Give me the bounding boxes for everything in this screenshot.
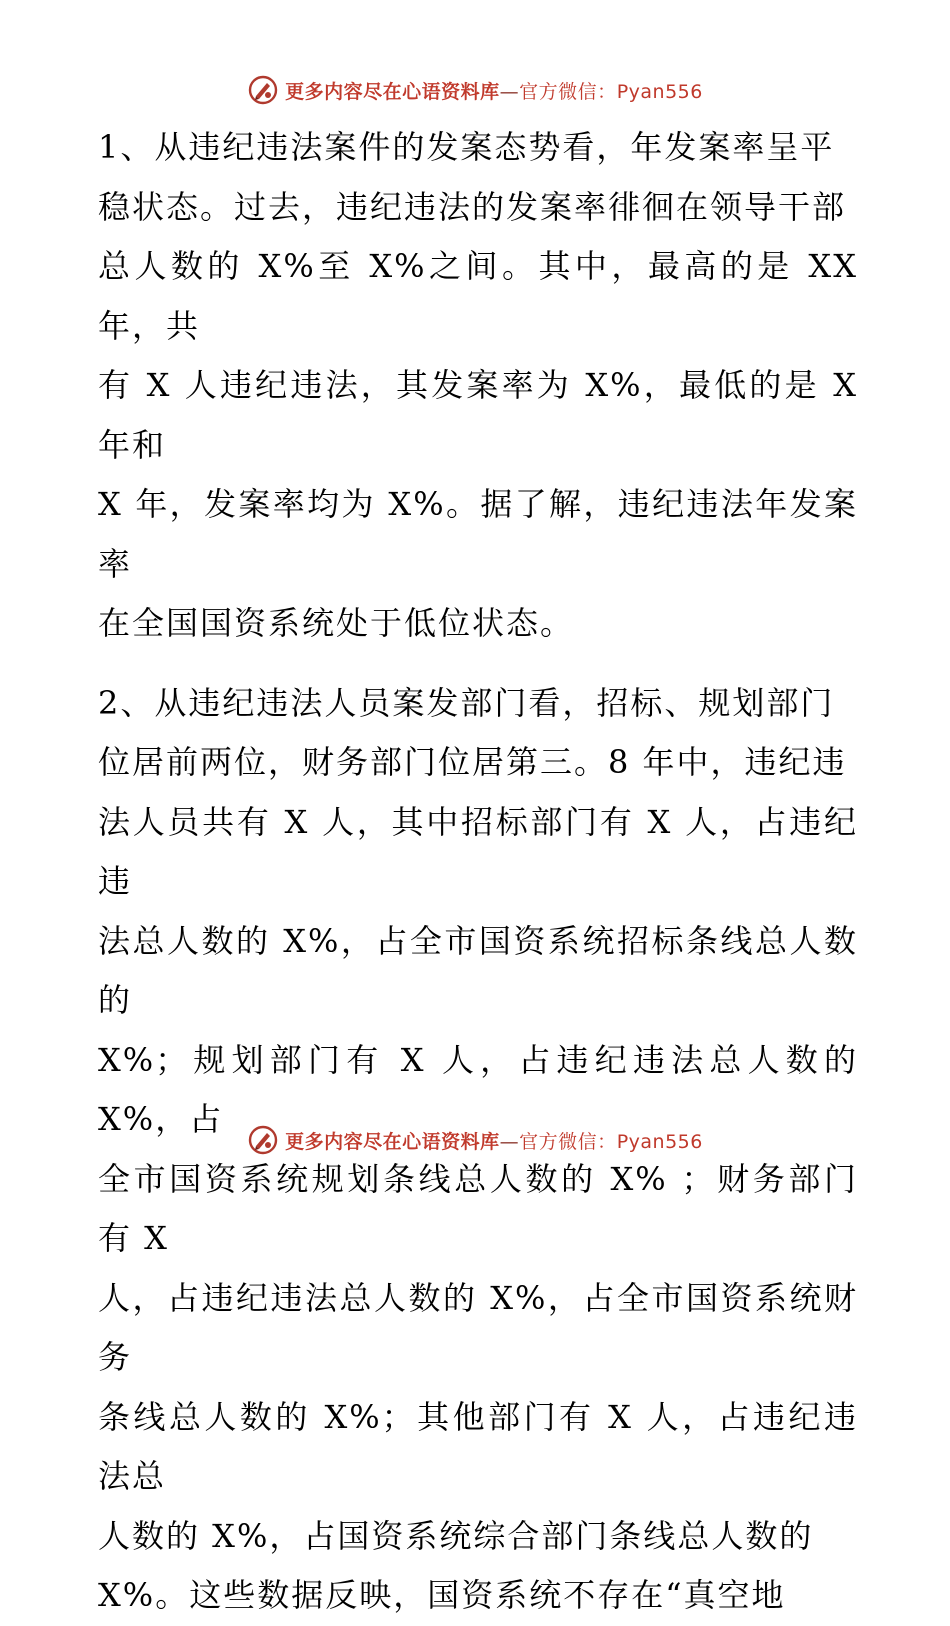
header-banner-wechat-label: 官方微信： xyxy=(519,80,617,103)
paragraph-1: 1、从违纪违法案件的发案态势看，年发案率呈平 稳状态。过去，违纪违法的发案率徘徊在领导干部 总人数的 X%至 X%之间。其中，最高的是 XX 年，共 有 X 人违纪违法，其发案率为 X%，最低的是 X 年和 X 年，发案率均为 X%。据了解，违纪违法年发案率 在全国国资系统处于低位状态。 xyxy=(98,128,858,642)
footer-banner-wechat-label: 官方微信： xyxy=(519,1130,617,1153)
header-banner-text xyxy=(285,77,703,104)
footer-banner-main-text: 更多内容尽在心语资料库 xyxy=(285,1130,500,1153)
document-body xyxy=(98,118,858,1626)
header-banner-wechat-id: Pyan556 xyxy=(616,80,703,103)
header-banner xyxy=(0,70,950,110)
header-banner-main-text: 更多内容尽在心语资料库 xyxy=(285,80,500,103)
brand-logo-icon xyxy=(247,74,279,106)
brand-logo-icon xyxy=(247,1124,279,1156)
footer-banner-text xyxy=(285,1127,703,1154)
footer-banner-separator: — xyxy=(499,1130,520,1153)
header-banner-separator: — xyxy=(499,80,520,103)
paragraph-2: 2、从违纪违法人员案发部门看，招标、规划部门 位居前两位，财务部门位居第三。8 年中，违纪违 法人员共有 X 人，其中招标部门有 X 人，占违纪违 法总人数的 X%，占全市国资系统招标条线总人数的 X%；规划部门有 X 人，占违纪违法总人数的 X%，占 全市国资系统规划条线总人数的 X% ；财务部门有 X 人，占违纪违法总人数的 X%，占全市国资系统财务 条线总人数的 X%；其他部门有 X 人，占违纪违法总 人数的 X%，占国资系统综合部门条线总人数的 X%。这些数据反映，国资系统不存在“真空地 xyxy=(98,683,858,1614)
footer-banner xyxy=(0,1120,950,1160)
footer-banner-wechat-id: Pyan556 xyxy=(616,1130,703,1153)
